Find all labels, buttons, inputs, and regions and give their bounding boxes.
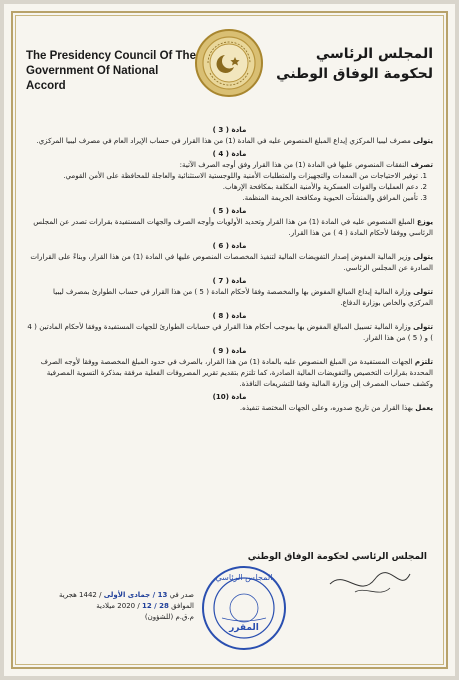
article-text: يتولى وزير المالية المفوض إصدار التفويضات المالية لتنفيذ المخصصات المنصوص عليها في المادة (1) من هذا القرار، وبناءً على القرارات الصادرة عن المجلس الرئاسي. [30,252,433,272]
list-item: 1. توفير الاحتياجات من المعدات والتجهيزات والمتطلبات الأمنية واللوجستية الاستثنائية والعاجلة للمحافظة على الأمن القومي. [63,171,427,180]
decree-body [26,122,433,413]
header-ar-line2: لحكومة الوفاق الوطني [276,66,433,82]
article-9 [26,345,433,389]
stamp-ring-text: المجلس الرئاسي [215,573,273,582]
issue-date-hijri: صدر في 13 / جمادى الأولى / 1442 هجرية [59,591,194,599]
header-en-line2: Government Of National Accord [26,65,159,92]
article-title: مادة ( 4 ) [212,149,247,158]
article-6 [26,240,433,273]
article-text: تتولى وزارة المالية إيداع المبالغ المفوض بها والمخصصة وفقا لأحكام المادة ( 5 ) من هذا القرار في حساب الطوارئ بمصرف ليبيا المركزي والخاص بوزارة الدفاع. [53,287,433,307]
official-stamp-icon [200,564,288,652]
article-7 [26,275,433,308]
document-page [4,4,455,676]
issue-reference [34,590,194,623]
article-title: مادة ( 3 ) [212,125,247,134]
article-3 [26,124,433,146]
handwritten-signature-icon [325,564,415,604]
list-item: 2. دعم العمليات والقوات العسكرية والأمنية المكلفة بمكافحة الإرهاب. [222,182,427,191]
stamp-center-text: المقرر [229,623,259,633]
article-title: مادة ( 5 ) [212,206,247,215]
article-4 [26,148,433,203]
article-10 [26,391,433,413]
article-text: تتولى وزارة المالية تسييل المبالغ المفوض بها بموجب أحكام هذا القرار في حسابات الطوارئ للجهات المستفيدة ووفقا لأحكام المادتين ( 4 ) و ( 5 ) من هذا القرار. [27,322,433,342]
article-title: مادة ( 7 ) [212,276,247,285]
article-title: مادة (10) [212,392,247,401]
article-text: يوزع المبلغ المنصوص عليه في المادة (1) من هذا القرار وتحديد الأولويات وأوجه الصرف والجهات المستفيدة بقرارات تصدر عن المجلس الرئاسي ووفقا لأحكام المادة ( 4 ) من هذا القرار. [33,217,433,237]
article-5 [26,205,433,238]
emblem-seal-icon [194,28,264,98]
header-ar-line1: المجلس الرئاسي [315,46,433,62]
header-english [26,49,196,94]
article-text: تلتزم الجهات المستفيدة من المبلغ المنصوص عليه بالمادة (1) من هذا القرار، بالصرف في حدود المبلغ المخصصة ووفقا لأوجه الصرف المحددة بقرارات التخصيص والتفويضات المالية الصادرة، كما تلتزم بتقديم تقرير المصروفات الفعلية مرفقة بمذكرة التسوية المصرفية وكشف حساب المصرف إلى وزارة المالية وفقا للتشريعات النافذة. [40,357,433,388]
article-text: يتولى مصرف ليبيا المركزي إيداع المبلغ المنصوص عليه في المادة (1) من هذا القرار في حساب الإيراد العام في مصرف ليبيا المركزي. [36,136,433,145]
article-title: مادة ( 8 ) [212,311,247,320]
article-text: تصرف النفقات المنصوص عليها في المادة (1) من هذا القرار وفق أوجه الصرف الآتية: [179,160,433,169]
signature-block: المجلس الرئاسي لحكومة الوفاق الوطني [247,552,427,562]
issue-date-gregorian: الموافق 28 / 12 / 2020 ميلادية [96,602,194,610]
article-text: يعمل بهذا القرار من تاريخ صدوره، وعلى الجهات المختصة تنفيذه. [239,403,433,412]
issue-office: م.ق.م (للشؤون) [144,613,194,621]
article-8 [26,310,433,343]
article-title: مادة ( 9 ) [212,346,247,355]
header-en-line1: The Presidency Council Of The [26,50,196,62]
article-title: مادة ( 6 ) [212,241,247,250]
list-item: 3. تأمين المرافق والمنشآت الحيوية ومكافحة الجريمة المنظمة. [242,193,427,202]
header-arabic [263,44,433,84]
